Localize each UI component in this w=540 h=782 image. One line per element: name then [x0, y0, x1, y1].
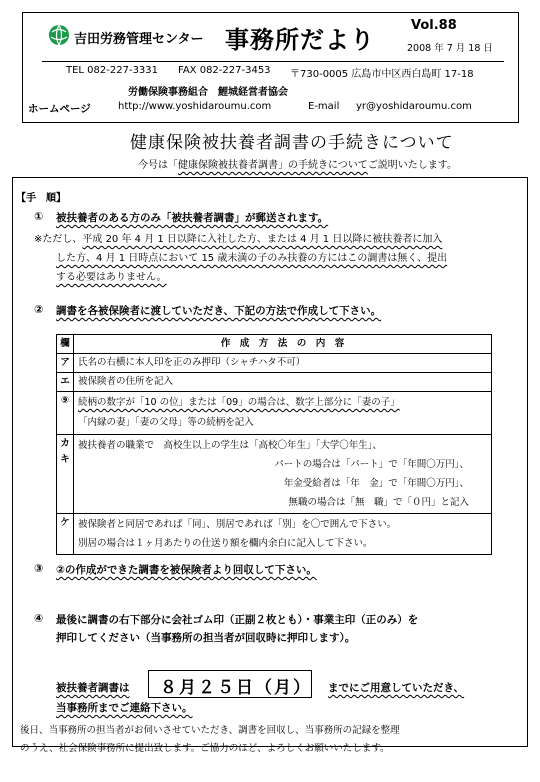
- row-line: 無職の場合は「無 職」で「０円」と記入: [288, 497, 469, 508]
- column-header-method: 作 成 方 法 の 内 容: [74, 335, 492, 354]
- article-intro: [138, 156, 457, 171]
- row-line: 別居の場合は１ヶ月あたりの仕送り額を欄内余白に記入して下さい。: [78, 538, 373, 549]
- deadline-contact: 当事務所までご連絡下さい。: [56, 702, 193, 714]
- step2-number: ②: [34, 303, 44, 316]
- row-line: 年金受給者は「年 金」で「年間〇万円」、: [283, 478, 469, 489]
- note-prefix: ※ただし、: [34, 234, 83, 245]
- row-text: [74, 514, 492, 555]
- company-logo: [48, 24, 70, 46]
- email-link[interactable]: yr@yoshidaroumu.com: [356, 101, 472, 112]
- deadline-label: 被扶養者調書は: [56, 682, 130, 694]
- method-table: [56, 334, 492, 555]
- deadline-date: ８月２５日（月）: [160, 678, 312, 698]
- step1-text: 被扶養者のある方のみ「被扶養者調書」が郵送されます。: [56, 212, 329, 224]
- row-text: 被保険者の住所を記入: [74, 373, 492, 392]
- step2-text: 調書を各被保険者に渡していただき、下記の方法で作成して下さい。: [56, 305, 382, 317]
- intro-suffix: ご説明いたします。: [367, 160, 458, 171]
- newsletter-title: 事務所だより: [225, 26, 375, 54]
- row-key: ⑨: [57, 392, 74, 435]
- article-title: 健康保険被扶養者調書の手続きについて: [130, 133, 454, 153]
- deadline-suffix: までにご用意していただき、: [328, 682, 465, 694]
- office-address: 〒730-0005 広島市中区西白島町 17-18: [290, 69, 474, 80]
- step4-line2: 押印してください（当事務所の担当者が回収時に押印します）。: [56, 632, 356, 644]
- issue-date: 2008 年 7 月 18 日: [407, 43, 493, 54]
- intro-highlight: 健康保険被扶養者調書」の手続きについて: [178, 160, 368, 171]
- row-line: 続柄の数字が「10 の位」または「09」の場合は、数字上部分に「妻の子」: [78, 397, 400, 408]
- homepage-link[interactable]: http://www.yoshidaroumu.com: [118, 101, 272, 112]
- homepage-label: ホームページ: [28, 103, 91, 115]
- fax-number: FAX 082-227-3453: [178, 65, 271, 76]
- closing-line2: のうえ、社会保険事務所に提出致します。ご協力のほど、よろしくお願いいたします。: [20, 743, 390, 754]
- step4-line1: 最後に調書の右下部分に会社ゴム印（正副２枚とも）・事業主印（正のみ）を: [56, 614, 419, 626]
- table-row: [57, 514, 492, 555]
- note-highlight: 平成 20 年 4 月 1 日以降に入社した方、または 4 月 1 日以降に被扶養者に加入: [82, 234, 443, 245]
- row-key: ケ: [57, 514, 74, 555]
- step1-number: ①: [34, 210, 44, 223]
- email-label: E-mail: [308, 101, 340, 112]
- row-line: パートの場合は「パート」で「年間〇万円」、: [274, 459, 469, 470]
- row-line: 「内縁の妻」「妻の父母」等の続柄を記入: [78, 417, 254, 428]
- table-row: [57, 392, 492, 435]
- volume-number: Vol.88: [411, 18, 457, 33]
- row-line: 被扶養者の職業で 高校生以上の学生は「高校〇年生」「大学〇年生」、: [78, 440, 383, 451]
- table-row: [57, 373, 492, 392]
- column-header-key: 欄: [57, 335, 74, 354]
- step3-number: ③: [34, 562, 44, 575]
- row-key: ア: [57, 354, 74, 373]
- affiliation: 労働保険事務組合 鯉城経営者協会: [128, 87, 288, 98]
- row-key: エ: [57, 373, 74, 392]
- step4-number: ④: [34, 612, 44, 625]
- step1-note-line3: する必要はありません。: [56, 272, 167, 283]
- step1-note-line2: した方、4 月 1 日時点において 15 歳未満の子のみ扶養の方にはこの調書は無く、提出: [56, 253, 448, 264]
- globe-logo-icon: [48, 24, 70, 46]
- procedure-label: 【手 順】: [16, 193, 66, 204]
- tel-number: TEL 082-227-3331: [66, 65, 159, 76]
- row-text: [74, 435, 492, 514]
- step1-note-line1: [34, 230, 442, 245]
- table-row: [57, 354, 492, 373]
- org-name: 吉田労務管理センター: [74, 32, 204, 47]
- step3-text: ②の作成ができた調書を被保険者より回収して下さい。: [56, 564, 317, 576]
- row-key: カ キ: [57, 435, 74, 514]
- row-line: 被保険者と同居であれば「同」、別居であれば「別」を〇で囲んで下さい。: [78, 519, 397, 530]
- closing-line1: 後日、当事務所の担当者がお伺いさせていただき、調書を回収し、当事務所の記録を整理: [20, 725, 400, 736]
- table-row: [57, 435, 492, 514]
- table-header-row: [57, 335, 492, 354]
- header-divider: [42, 61, 504, 62]
- row-text: [74, 392, 492, 435]
- intro-prefix: 今号は「: [138, 160, 178, 171]
- row-text: 氏名の右横に本人印を正のみ押印（シャチハタ不可）: [74, 354, 492, 373]
